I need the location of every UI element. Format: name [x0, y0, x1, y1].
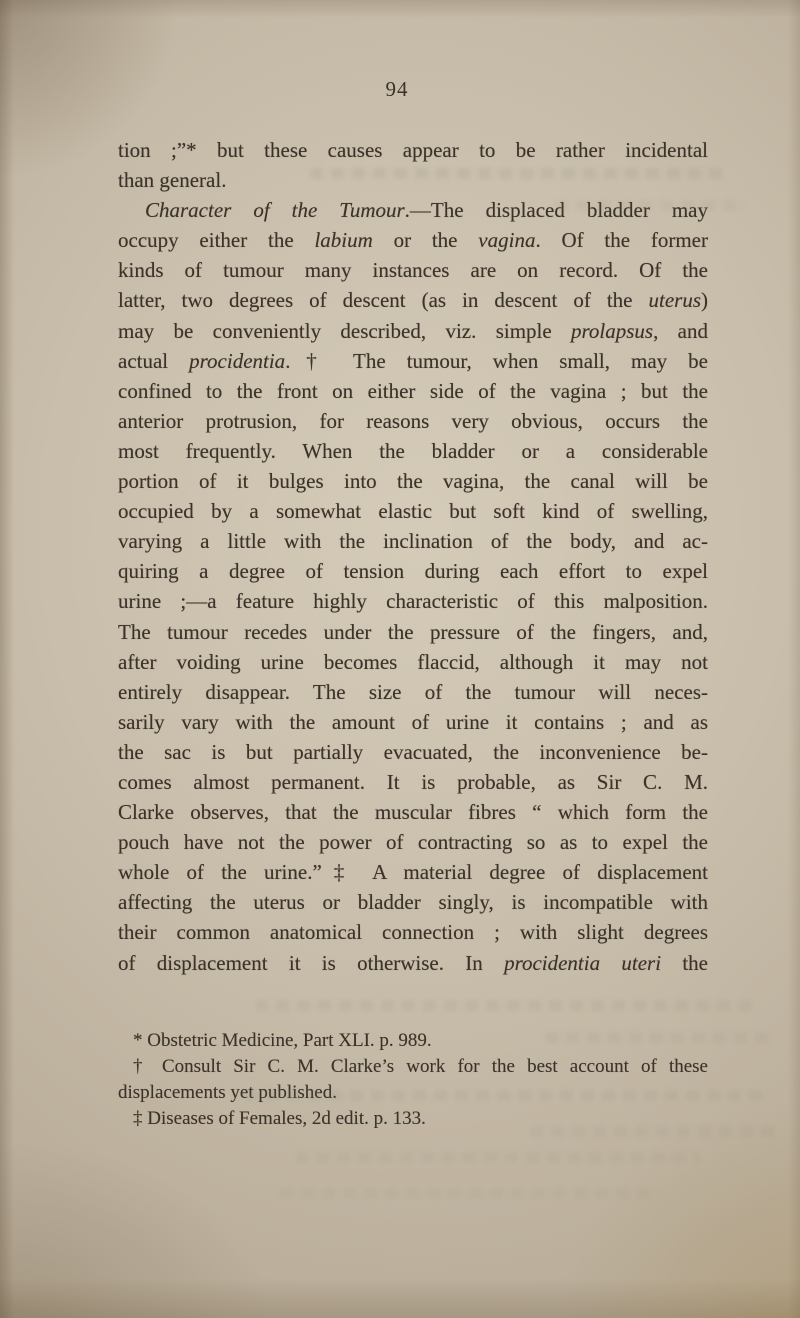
- body-line: [118, 135, 708, 165]
- show-through-artifact: [295, 1152, 700, 1163]
- body-line: [118, 887, 708, 917]
- body-text-segment: Clarke observes, that the muscular fibres “ which form the: [118, 800, 708, 825]
- body-text-segment: . Of the former: [535, 228, 708, 253]
- body-line: [118, 556, 708, 586]
- body-text-segment: tion ;”* but these causes appear to be rather incidental: [118, 138, 708, 162]
- body-line: [118, 647, 708, 677]
- body-text-segment: of displacement it is otherwise. In: [118, 950, 505, 975]
- body-text-italic: labium: [314, 228, 373, 253]
- body-text-segment: their common anatomical connection ; with slight degrees: [118, 920, 708, 945]
- body-line: [118, 225, 708, 255]
- footnote-line: displacements yet published.: [118, 1082, 337, 1103]
- body-line: [118, 255, 708, 285]
- body-text-segment: confined to the front on either side of the vagina ; but the: [118, 378, 708, 403]
- body-line: [118, 316, 708, 346]
- body-text-segment: entirely disappear. The size of the tumour will neces-: [118, 679, 708, 704]
- page-number: 94: [385, 77, 409, 101]
- body-text-block: [118, 135, 708, 978]
- body-text-segment: sarily vary with the amount of urine it contains ; and as: [118, 709, 708, 734]
- body-line: [118, 466, 708, 496]
- body-text-segment: .—The displaced bladder may: [404, 198, 708, 223]
- body-text-segment: than general.: [118, 168, 227, 193]
- body-text-segment: the sac is but partially evacuated, the inconvenience be-: [118, 739, 708, 764]
- body-line: [118, 767, 708, 797]
- body-text-segment: or the: [372, 228, 479, 253]
- body-line: [118, 617, 708, 647]
- body-line: [118, 857, 708, 887]
- body-text-segment: varying a little with the inclination of the body, and ac-: [118, 529, 708, 554]
- body-text-italic: procidentia: [189, 348, 286, 373]
- body-text-segment: may be conveniently described, viz. simple: [118, 318, 572, 343]
- body-text-segment: the: [661, 950, 709, 975]
- body-line: [118, 737, 708, 767]
- show-through-artifact: [280, 1188, 660, 1199]
- show-through-artifact: [255, 1000, 755, 1011]
- body-text-segment: anterior protrusion, for reasons very obvious, occurs the: [118, 408, 708, 433]
- body-text-italic: uterus: [648, 288, 701, 313]
- body-line: [118, 165, 708, 195]
- body-text-italic: vagina: [478, 228, 536, 253]
- body-line: [118, 586, 708, 616]
- body-text-segment: , and: [653, 318, 708, 343]
- body-text-segment: quiring a degree of tension during each effort to expel: [118, 559, 708, 584]
- body-text-segment: actual: [118, 348, 190, 373]
- body-text-segment: The tumour recedes under the pressure of the fingers, and,: [118, 619, 708, 644]
- body-text-segment: portion of it bulges into the vagina, the canal will be: [118, 469, 708, 494]
- body-text-segment: after voiding urine becomes flaccid, although it may not: [118, 649, 708, 674]
- body-line: [118, 677, 708, 707]
- body-line: [118, 526, 708, 556]
- body-line: [118, 195, 708, 225]
- body-text-segment: urine ;—a feature highly characteristic of this malposition.: [118, 589, 708, 614]
- body-text-segment: kinds of tumour many instances are on record. Of the: [118, 258, 708, 283]
- body-line: [118, 496, 708, 526]
- body-line: [118, 285, 708, 315]
- body-line: [118, 406, 708, 436]
- body-text-segment: occupy either the: [118, 228, 315, 253]
- body-text-segment: pouch have not the power of contracting so as to expel the: [118, 830, 708, 855]
- body-text-segment: occupied by a somewhat elastic but soft kind of swelling,: [118, 499, 708, 524]
- body-text-segment: affecting the uterus or bladder singly, is incompatible with: [118, 890, 708, 915]
- body-text-segment: ): [701, 288, 708, 313]
- body-text-segment: most frequently. When the bladder or a considerable: [118, 438, 708, 463]
- body-line: [118, 436, 708, 466]
- body-text-italic: procidentia uteri: [504, 950, 662, 975]
- body-line: [118, 917, 708, 947]
- body-text-segment: latter, two degrees of descent (as in descent of the: [118, 288, 649, 313]
- body-line: [118, 948, 708, 978]
- body-line: [118, 827, 708, 857]
- body-line: [118, 376, 708, 406]
- body-line: [118, 346, 708, 376]
- footnote-line: ‡ Diseases of Females, 2d edit. p. 133.: [133, 1108, 426, 1129]
- body-text-italic: Character of the Tumour: [145, 198, 405, 223]
- body-text-segment: .† The tumour, when small, may be: [285, 348, 708, 373]
- body-text-italic: prolapsus: [571, 318, 654, 343]
- body-line: [118, 707, 708, 737]
- body-line: [118, 797, 708, 827]
- footnote-line: † Consult Sir C. M. Clarke’s work for the best account of these: [133, 1056, 708, 1077]
- footnote-line: * Obstetric Medicine, Part XLI. p. 989.: [133, 1030, 432, 1051]
- body-text-segment: whole of the urine.”‡ A material degree of displacement: [118, 860, 708, 885]
- body-text-segment: comes almost permanent. It is probable, as Sir C. M.: [118, 769, 708, 794]
- footnotes-block: [118, 1028, 708, 1132]
